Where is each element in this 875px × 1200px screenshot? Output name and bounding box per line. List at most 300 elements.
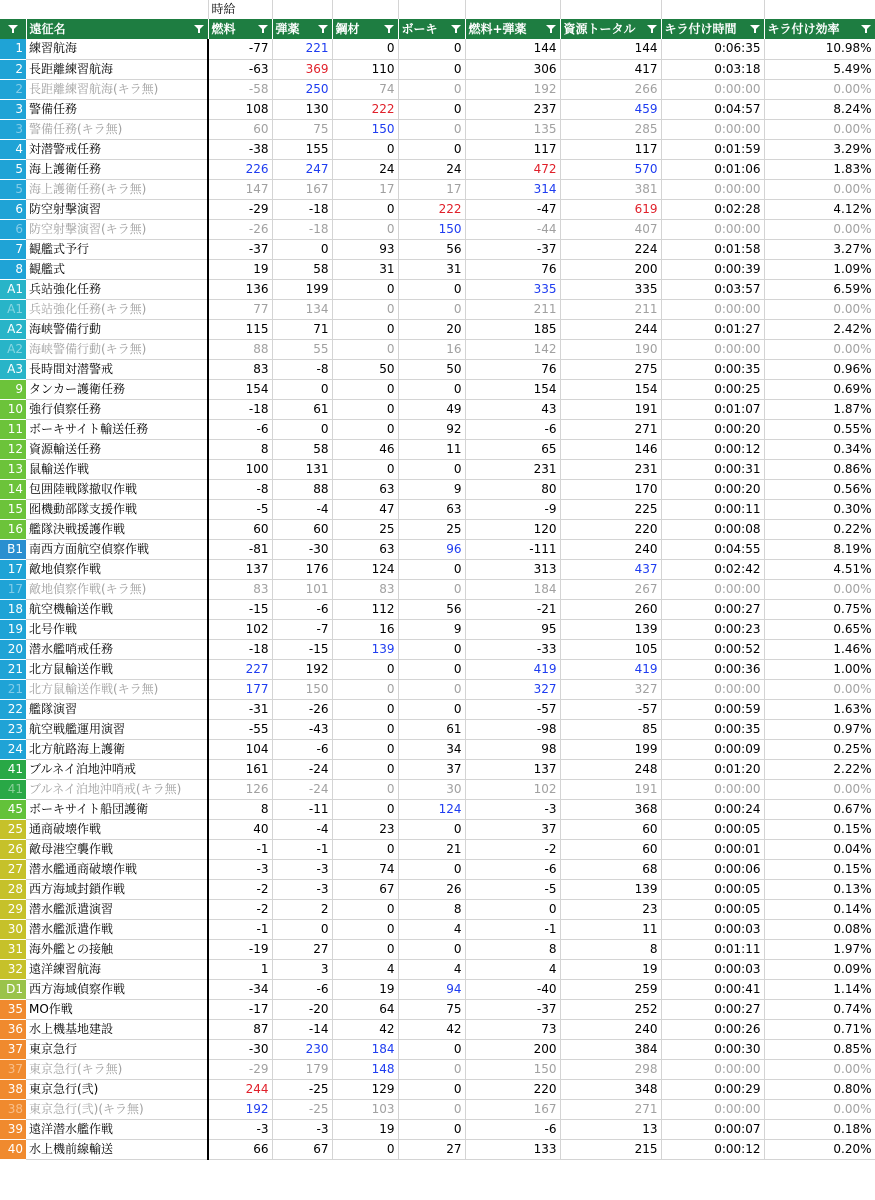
sparkle-efficiency-cell[interactable]: 5.49% [764, 59, 875, 79]
fuel-cell[interactable]: 192 [208, 1099, 272, 1119]
sparkle-time-cell[interactable]: 0:01:58 [661, 239, 764, 259]
steel-cell[interactable]: 17 [332, 179, 398, 199]
fuel-ammo-cell[interactable]: 144 [465, 39, 560, 59]
resource-total-cell[interactable]: 19 [560, 959, 661, 979]
sparkle-time-cell[interactable]: 0:00:08 [661, 519, 764, 539]
fuel-cell[interactable]: 104 [208, 739, 272, 759]
expedition-name[interactable]: 長時間対潜警戒 [26, 359, 208, 379]
table-row[interactable] [0, 599, 875, 619]
sparkle-time-cell[interactable]: 0:00:12 [661, 439, 764, 459]
bauxite-cell[interactable]: 0 [398, 299, 465, 319]
bauxite-cell[interactable]: 0 [398, 579, 465, 599]
fuel-ammo-cell[interactable]: 43 [465, 399, 560, 419]
bauxite-cell[interactable]: 0 [398, 1099, 465, 1119]
sparkle-time-cell[interactable]: 0:00:36 [661, 659, 764, 679]
sparkle-time-cell[interactable]: 0:00:05 [661, 819, 764, 839]
expedition-name[interactable]: 水上機前線輸送 [26, 1139, 208, 1159]
expedition-name[interactable]: 警備任務(キラ無) [26, 119, 208, 139]
fuel-cell[interactable]: -34 [208, 979, 272, 999]
fuel-ammo-cell[interactable]: 120 [465, 519, 560, 539]
ammo-cell[interactable]: 67 [272, 1139, 332, 1159]
fuel-ammo-cell[interactable]: 154 [465, 379, 560, 399]
sparkle-efficiency-cell[interactable]: 6.59% [764, 279, 875, 299]
fuel-ammo-cell[interactable]: -33 [465, 639, 560, 659]
sparkle-time-cell[interactable]: 0:00:39 [661, 259, 764, 279]
ammo-cell[interactable]: 150 [272, 679, 332, 699]
fuel-ammo-cell[interactable]: 231 [465, 459, 560, 479]
resource-total-cell[interactable]: 215 [560, 1139, 661, 1159]
sparkle-efficiency-cell[interactable]: 2.42% [764, 319, 875, 339]
fuel-cell[interactable]: -2 [208, 879, 272, 899]
fuel-cell[interactable]: 126 [208, 779, 272, 799]
ammo-cell[interactable]: 71 [272, 319, 332, 339]
ammo-cell[interactable]: 27 [272, 939, 332, 959]
steel-cell[interactable]: 63 [332, 479, 398, 499]
table-row[interactable] [0, 199, 875, 219]
steel-cell[interactable]: 47 [332, 499, 398, 519]
fuel-ammo-cell[interactable]: 237 [465, 99, 560, 119]
steel-cell[interactable]: 0 [332, 699, 398, 719]
table-row[interactable] [0, 979, 875, 999]
sparkle-efficiency-cell[interactable]: 1.00% [764, 659, 875, 679]
steel-cell[interactable]: 103 [332, 1099, 398, 1119]
filter-icon[interactable] [545, 23, 557, 35]
table-row[interactable] [0, 119, 875, 139]
bauxite-cell[interactable]: 9 [398, 479, 465, 499]
sparkle-time-cell[interactable]: 0:00:41 [661, 979, 764, 999]
resource-total-cell[interactable]: 170 [560, 479, 661, 499]
fuel-cell[interactable]: 115 [208, 319, 272, 339]
resource-total-cell[interactable]: 348 [560, 1079, 661, 1099]
sparkle-efficiency-cell[interactable]: 8.19% [764, 539, 875, 559]
fuel-ammo-cell[interactable]: 135 [465, 119, 560, 139]
table-row[interactable] [0, 619, 875, 639]
sparkle-time-cell[interactable]: 0:00:26 [661, 1019, 764, 1039]
sparkle-efficiency-cell[interactable]: 0.55% [764, 419, 875, 439]
bauxite-cell[interactable]: 8 [398, 899, 465, 919]
fuel-ammo-cell[interactable]: -37 [465, 999, 560, 1019]
table-row[interactable] [0, 59, 875, 79]
resource-total-cell[interactable]: 259 [560, 979, 661, 999]
bauxite-cell[interactable]: 0 [398, 119, 465, 139]
sparkle-efficiency-cell[interactable]: 0.22% [764, 519, 875, 539]
fuel-cell[interactable]: -18 [208, 399, 272, 419]
ammo-cell[interactable]: 131 [272, 459, 332, 479]
ammo-cell[interactable]: 134 [272, 299, 332, 319]
sparkle-time-cell[interactable]: 0:00:00 [661, 119, 764, 139]
steel-cell[interactable]: 83 [332, 579, 398, 599]
ammo-cell[interactable]: 61 [272, 399, 332, 419]
sparkle-efficiency-cell[interactable]: 0.00% [764, 79, 875, 99]
resource-total-cell[interactable]: 146 [560, 439, 661, 459]
steel-cell[interactable]: 0 [332, 299, 398, 319]
steel-cell[interactable]: 0 [332, 339, 398, 359]
steel-cell[interactable]: 0 [332, 219, 398, 239]
steel-cell[interactable]: 24 [332, 159, 398, 179]
fuel-ammo-cell[interactable]: 102 [465, 779, 560, 799]
ammo-cell[interactable]: -6 [272, 599, 332, 619]
table-row[interactable] [0, 439, 875, 459]
steel-cell[interactable]: 67 [332, 879, 398, 899]
fuel-ammo-cell[interactable]: 117 [465, 139, 560, 159]
expedition-name[interactable]: 遠洋潜水艦作戦 [26, 1119, 208, 1139]
fuel-ammo-cell[interactable]: 192 [465, 79, 560, 99]
fuel-cell[interactable]: 60 [208, 519, 272, 539]
header-ammo[interactable] [272, 19, 332, 39]
fuel-ammo-cell[interactable]: 37 [465, 819, 560, 839]
sparkle-efficiency-cell[interactable]: 0.30% [764, 499, 875, 519]
resource-total-cell[interactable]: 60 [560, 839, 661, 859]
header-name[interactable] [26, 19, 208, 39]
fuel-cell[interactable]: -1 [208, 839, 272, 859]
fuel-cell[interactable]: -55 [208, 719, 272, 739]
table-row[interactable] [0, 1099, 875, 1119]
ammo-cell[interactable]: 58 [272, 439, 332, 459]
resource-total-cell[interactable]: 407 [560, 219, 661, 239]
expedition-name[interactable]: 西方海域封鎖作戦 [26, 879, 208, 899]
steel-cell[interactable]: 0 [332, 759, 398, 779]
ammo-cell[interactable]: 221 [272, 39, 332, 59]
resource-total-cell[interactable]: 199 [560, 739, 661, 759]
expedition-name[interactable]: 海峡警備行動 [26, 319, 208, 339]
steel-cell[interactable]: 0 [332, 679, 398, 699]
sparkle-efficiency-cell[interactable]: 0.08% [764, 919, 875, 939]
steel-cell[interactable]: 0 [332, 419, 398, 439]
fuel-cell[interactable]: 8 [208, 799, 272, 819]
resource-total-cell[interactable]: 570 [560, 159, 661, 179]
table-row[interactable] [0, 219, 875, 239]
resource-total-cell[interactable]: 271 [560, 419, 661, 439]
fuel-cell[interactable]: 100 [208, 459, 272, 479]
fuel-cell[interactable]: -37 [208, 239, 272, 259]
filter-icon[interactable] [450, 23, 462, 35]
sparkle-time-cell[interactable]: 0:00:00 [661, 1099, 764, 1119]
sparkle-efficiency-cell[interactable]: 0.18% [764, 1119, 875, 1139]
fuel-ammo-cell[interactable]: -98 [465, 719, 560, 739]
steel-cell[interactable]: 74 [332, 859, 398, 879]
sparkle-time-cell[interactable]: 0:00:03 [661, 959, 764, 979]
resource-total-cell[interactable]: 368 [560, 799, 661, 819]
sparkle-efficiency-cell[interactable]: 1.09% [764, 259, 875, 279]
fuel-cell[interactable]: 102 [208, 619, 272, 639]
bauxite-cell[interactable]: 124 [398, 799, 465, 819]
ammo-cell[interactable]: -30 [272, 539, 332, 559]
resource-total-cell[interactable]: 252 [560, 999, 661, 1019]
fuel-cell[interactable]: -3 [208, 1119, 272, 1139]
fuel-cell[interactable]: -18 [208, 639, 272, 659]
fuel-ammo-cell[interactable]: 80 [465, 479, 560, 499]
expedition-name[interactable]: MO作戦 [26, 999, 208, 1019]
expedition-name[interactable]: 観艦式予行 [26, 239, 208, 259]
fuel-ammo-cell[interactable]: 167 [465, 1099, 560, 1119]
bauxite-cell[interactable]: 0 [398, 79, 465, 99]
steel-cell[interactable]: 63 [332, 539, 398, 559]
table-row[interactable] [0, 419, 875, 439]
fuel-cell[interactable]: -2 [208, 899, 272, 919]
fuel-cell[interactable]: -81 [208, 539, 272, 559]
table-row[interactable] [0, 339, 875, 359]
sparkle-time-cell[interactable]: 0:01:06 [661, 159, 764, 179]
table-row[interactable] [0, 1139, 875, 1159]
sparkle-efficiency-cell[interactable]: 10.98% [764, 39, 875, 59]
fuel-ammo-cell[interactable]: 76 [465, 359, 560, 379]
ammo-cell[interactable]: 250 [272, 79, 332, 99]
resource-total-cell[interactable]: 266 [560, 79, 661, 99]
resource-total-cell[interactable]: 139 [560, 619, 661, 639]
sparkle-efficiency-cell[interactable]: 0.00% [764, 179, 875, 199]
steel-cell[interactable]: 25 [332, 519, 398, 539]
fuel-ammo-cell[interactable]: 137 [465, 759, 560, 779]
fuel-ammo-cell[interactable]: 200 [465, 1039, 560, 1059]
bauxite-cell[interactable]: 0 [398, 819, 465, 839]
fuel-cell[interactable]: 137 [208, 559, 272, 579]
table-row[interactable] [0, 539, 875, 559]
ammo-cell[interactable]: 369 [272, 59, 332, 79]
resource-total-cell[interactable]: 240 [560, 1019, 661, 1039]
fuel-cell[interactable]: 147 [208, 179, 272, 199]
sparkle-time-cell[interactable]: 0:02:28 [661, 199, 764, 219]
table-row[interactable] [0, 319, 875, 339]
sparkle-efficiency-cell[interactable]: 1.63% [764, 699, 875, 719]
fuel-ammo-cell[interactable]: 327 [465, 679, 560, 699]
resource-total-cell[interactable]: 23 [560, 899, 661, 919]
sparkle-time-cell[interactable]: 0:01:59 [661, 139, 764, 159]
fuel-cell[interactable]: -5 [208, 499, 272, 519]
sparkle-time-cell[interactable]: 0:00:27 [661, 999, 764, 1019]
table-row[interactable] [0, 459, 875, 479]
steel-cell[interactable]: 46 [332, 439, 398, 459]
bauxite-cell[interactable]: 26 [398, 879, 465, 899]
fuel-ammo-cell[interactable]: -6 [465, 1119, 560, 1139]
resource-total-cell[interactable]: 60 [560, 819, 661, 839]
bauxite-cell[interactable]: 150 [398, 219, 465, 239]
fuel-cell[interactable]: 77 [208, 299, 272, 319]
table-row[interactable] [0, 39, 875, 59]
sparkle-time-cell[interactable]: 0:03:57 [661, 279, 764, 299]
expedition-name[interactable]: 艦隊決戦援護作戦 [26, 519, 208, 539]
ammo-cell[interactable]: 55 [272, 339, 332, 359]
resource-total-cell[interactable]: 224 [560, 239, 661, 259]
resource-total-cell[interactable]: 384 [560, 1039, 661, 1059]
fuel-cell[interactable]: -29 [208, 199, 272, 219]
ammo-cell[interactable]: 247 [272, 159, 332, 179]
fuel-cell[interactable]: -1 [208, 919, 272, 939]
sparkle-efficiency-cell[interactable]: 1.97% [764, 939, 875, 959]
filter-icon[interactable] [193, 23, 205, 35]
header-fuel-ammo[interactable] [465, 19, 560, 39]
bauxite-cell[interactable]: 0 [398, 379, 465, 399]
fuel-cell[interactable]: -26 [208, 219, 272, 239]
steel-cell[interactable]: 0 [332, 379, 398, 399]
ammo-cell[interactable]: -7 [272, 619, 332, 639]
resource-total-cell[interactable]: 225 [560, 499, 661, 519]
steel-cell[interactable]: 112 [332, 599, 398, 619]
steel-cell[interactable]: 0 [332, 459, 398, 479]
expedition-name[interactable]: ボーキサイト船団護衛 [26, 799, 208, 819]
bauxite-cell[interactable]: 25 [398, 519, 465, 539]
expedition-name[interactable]: 東京急行 [26, 1039, 208, 1059]
table-row[interactable] [0, 659, 875, 679]
fuel-cell[interactable]: -30 [208, 1039, 272, 1059]
ammo-cell[interactable]: -4 [272, 819, 332, 839]
ammo-cell[interactable]: -26 [272, 699, 332, 719]
expedition-name[interactable]: 航空戦艦運用演習 [26, 719, 208, 739]
expedition-name[interactable]: 潜水艦通商破壊作戦 [26, 859, 208, 879]
sparkle-time-cell[interactable]: 0:00:24 [661, 799, 764, 819]
table-row[interactable] [0, 239, 875, 259]
bauxite-cell[interactable]: 56 [398, 599, 465, 619]
table-row[interactable] [0, 739, 875, 759]
table-row[interactable] [0, 679, 875, 699]
fuel-cell[interactable]: 88 [208, 339, 272, 359]
sparkle-time-cell[interactable]: 0:02:42 [661, 559, 764, 579]
sparkle-time-cell[interactable]: 0:00:00 [661, 679, 764, 699]
steel-cell[interactable]: 23 [332, 819, 398, 839]
ammo-cell[interactable]: -15 [272, 639, 332, 659]
sparkle-time-cell[interactable]: 0:00:00 [661, 339, 764, 359]
sparkle-efficiency-cell[interactable]: 0.20% [764, 1139, 875, 1159]
sparkle-time-cell[interactable]: 0:06:35 [661, 39, 764, 59]
sparkle-efficiency-cell[interactable]: 1.46% [764, 639, 875, 659]
fuel-ammo-cell[interactable]: -6 [465, 859, 560, 879]
fuel-ammo-cell[interactable]: -21 [465, 599, 560, 619]
sparkle-time-cell[interactable]: 0:00:03 [661, 919, 764, 939]
fuel-cell[interactable]: -31 [208, 699, 272, 719]
expedition-name[interactable]: 敵地偵察作戦(キラ無) [26, 579, 208, 599]
steel-cell[interactable]: 64 [332, 999, 398, 1019]
sparkle-time-cell[interactable]: 0:00:11 [661, 499, 764, 519]
fuel-ammo-cell[interactable]: 95 [465, 619, 560, 639]
resource-total-cell[interactable]: 260 [560, 599, 661, 619]
table-row[interactable] [0, 639, 875, 659]
fuel-cell[interactable]: 1 [208, 959, 272, 979]
resource-total-cell[interactable]: 244 [560, 319, 661, 339]
steel-cell[interactable]: 4 [332, 959, 398, 979]
sparkle-time-cell[interactable]: 0:00:23 [661, 619, 764, 639]
expedition-name[interactable]: 囮機動部隊支援作戦 [26, 499, 208, 519]
sparkle-time-cell[interactable]: 0:00:00 [661, 299, 764, 319]
bauxite-cell[interactable]: 4 [398, 959, 465, 979]
steel-cell[interactable]: 0 [332, 739, 398, 759]
sparkle-efficiency-cell[interactable]: 0.69% [764, 379, 875, 399]
fuel-cell[interactable]: 83 [208, 359, 272, 379]
table-row[interactable] [0, 479, 875, 499]
sparkle-time-cell[interactable]: 0:00:00 [661, 79, 764, 99]
ammo-cell[interactable]: -18 [272, 219, 332, 239]
ammo-cell[interactable]: 101 [272, 579, 332, 599]
table-row[interactable] [0, 379, 875, 399]
ammo-cell[interactable]: -3 [272, 1119, 332, 1139]
steel-cell[interactable]: 0 [332, 839, 398, 859]
expedition-name[interactable]: 北方航路海上護衛 [26, 739, 208, 759]
steel-cell[interactable]: 16 [332, 619, 398, 639]
expedition-name[interactable]: 航空機輸送作戦 [26, 599, 208, 619]
bauxite-cell[interactable]: 20 [398, 319, 465, 339]
expedition-name[interactable]: 海上護衛任務(キラ無) [26, 179, 208, 199]
table-row[interactable] [0, 759, 875, 779]
sparkle-efficiency-cell[interactable]: 1.87% [764, 399, 875, 419]
steel-cell[interactable]: 0 [332, 39, 398, 59]
bauxite-cell[interactable]: 34 [398, 739, 465, 759]
fuel-cell[interactable]: -6 [208, 419, 272, 439]
ammo-cell[interactable]: 88 [272, 479, 332, 499]
expedition-name[interactable]: 艦隊演習 [26, 699, 208, 719]
header-resource-total[interactable] [560, 19, 661, 39]
sparkle-efficiency-cell[interactable]: 0.14% [764, 899, 875, 919]
sparkle-efficiency-cell[interactable]: 0.15% [764, 859, 875, 879]
fuel-cell[interactable]: -19 [208, 939, 272, 959]
table-row[interactable] [0, 559, 875, 579]
table-row[interactable] [0, 139, 875, 159]
resource-total-cell[interactable]: 285 [560, 119, 661, 139]
fuel-cell[interactable]: -77 [208, 39, 272, 59]
fuel-cell[interactable]: -38 [208, 139, 272, 159]
fuel-ammo-cell[interactable]: 0 [465, 899, 560, 919]
table-row[interactable] [0, 399, 875, 419]
steel-cell[interactable]: 0 [332, 939, 398, 959]
filter-icon[interactable] [646, 23, 658, 35]
fuel-cell[interactable]: 8 [208, 439, 272, 459]
expedition-name[interactable]: 防空射撃演習 [26, 199, 208, 219]
table-row[interactable] [0, 899, 875, 919]
fuel-cell[interactable]: 60 [208, 119, 272, 139]
steel-cell[interactable]: 0 [332, 899, 398, 919]
fuel-cell[interactable]: 177 [208, 679, 272, 699]
expedition-name[interactable]: 兵站強化任務 [26, 279, 208, 299]
steel-cell[interactable]: 0 [332, 799, 398, 819]
sparkle-time-cell[interactable]: 0:00:59 [661, 699, 764, 719]
table-row[interactable] [0, 179, 875, 199]
expedition-name[interactable]: 北方鼠輸送作戦(キラ無) [26, 679, 208, 699]
steel-cell[interactable]: 222 [332, 99, 398, 119]
bauxite-cell[interactable]: 0 [398, 859, 465, 879]
bauxite-cell[interactable]: 92 [398, 419, 465, 439]
expedition-name[interactable]: 防空射撃演習(キラ無) [26, 219, 208, 239]
expedition-name[interactable]: 警備任務 [26, 99, 208, 119]
ammo-cell[interactable]: 176 [272, 559, 332, 579]
table-row[interactable] [0, 859, 875, 879]
bauxite-cell[interactable]: 0 [398, 559, 465, 579]
expedition-name[interactable]: 長距離練習航海 [26, 59, 208, 79]
fuel-ammo-cell[interactable]: 314 [465, 179, 560, 199]
sparkle-time-cell[interactable]: 0:00:07 [661, 1119, 764, 1139]
resource-total-cell[interactable]: 68 [560, 859, 661, 879]
expedition-name[interactable]: 東京急行(弐)(キラ無) [26, 1099, 208, 1119]
fuel-cell[interactable]: -8 [208, 479, 272, 499]
sparkle-efficiency-cell[interactable]: 0.75% [764, 599, 875, 619]
steel-cell[interactable]: 150 [332, 119, 398, 139]
ammo-cell[interactable]: -6 [272, 979, 332, 999]
steel-cell[interactable]: 19 [332, 979, 398, 999]
table-row[interactable] [0, 939, 875, 959]
table-row[interactable] [0, 279, 875, 299]
resource-total-cell[interactable]: 13 [560, 1119, 661, 1139]
steel-cell[interactable]: 31 [332, 259, 398, 279]
table-row[interactable] [0, 519, 875, 539]
filter-icon[interactable] [317, 23, 329, 35]
fuel-cell[interactable]: 136 [208, 279, 272, 299]
expedition-name[interactable]: 水上機基地建設 [26, 1019, 208, 1039]
steel-cell[interactable]: 184 [332, 1039, 398, 1059]
table-row[interactable] [0, 779, 875, 799]
fuel-ammo-cell[interactable]: -111 [465, 539, 560, 559]
ammo-cell[interactable]: -43 [272, 719, 332, 739]
filter-button-index[interactable] [0, 19, 26, 39]
expedition-name[interactable]: 東京急行(キラ無) [26, 1059, 208, 1079]
bauxite-cell[interactable]: 0 [398, 699, 465, 719]
table-row[interactable] [0, 1119, 875, 1139]
table-row[interactable] [0, 259, 875, 279]
